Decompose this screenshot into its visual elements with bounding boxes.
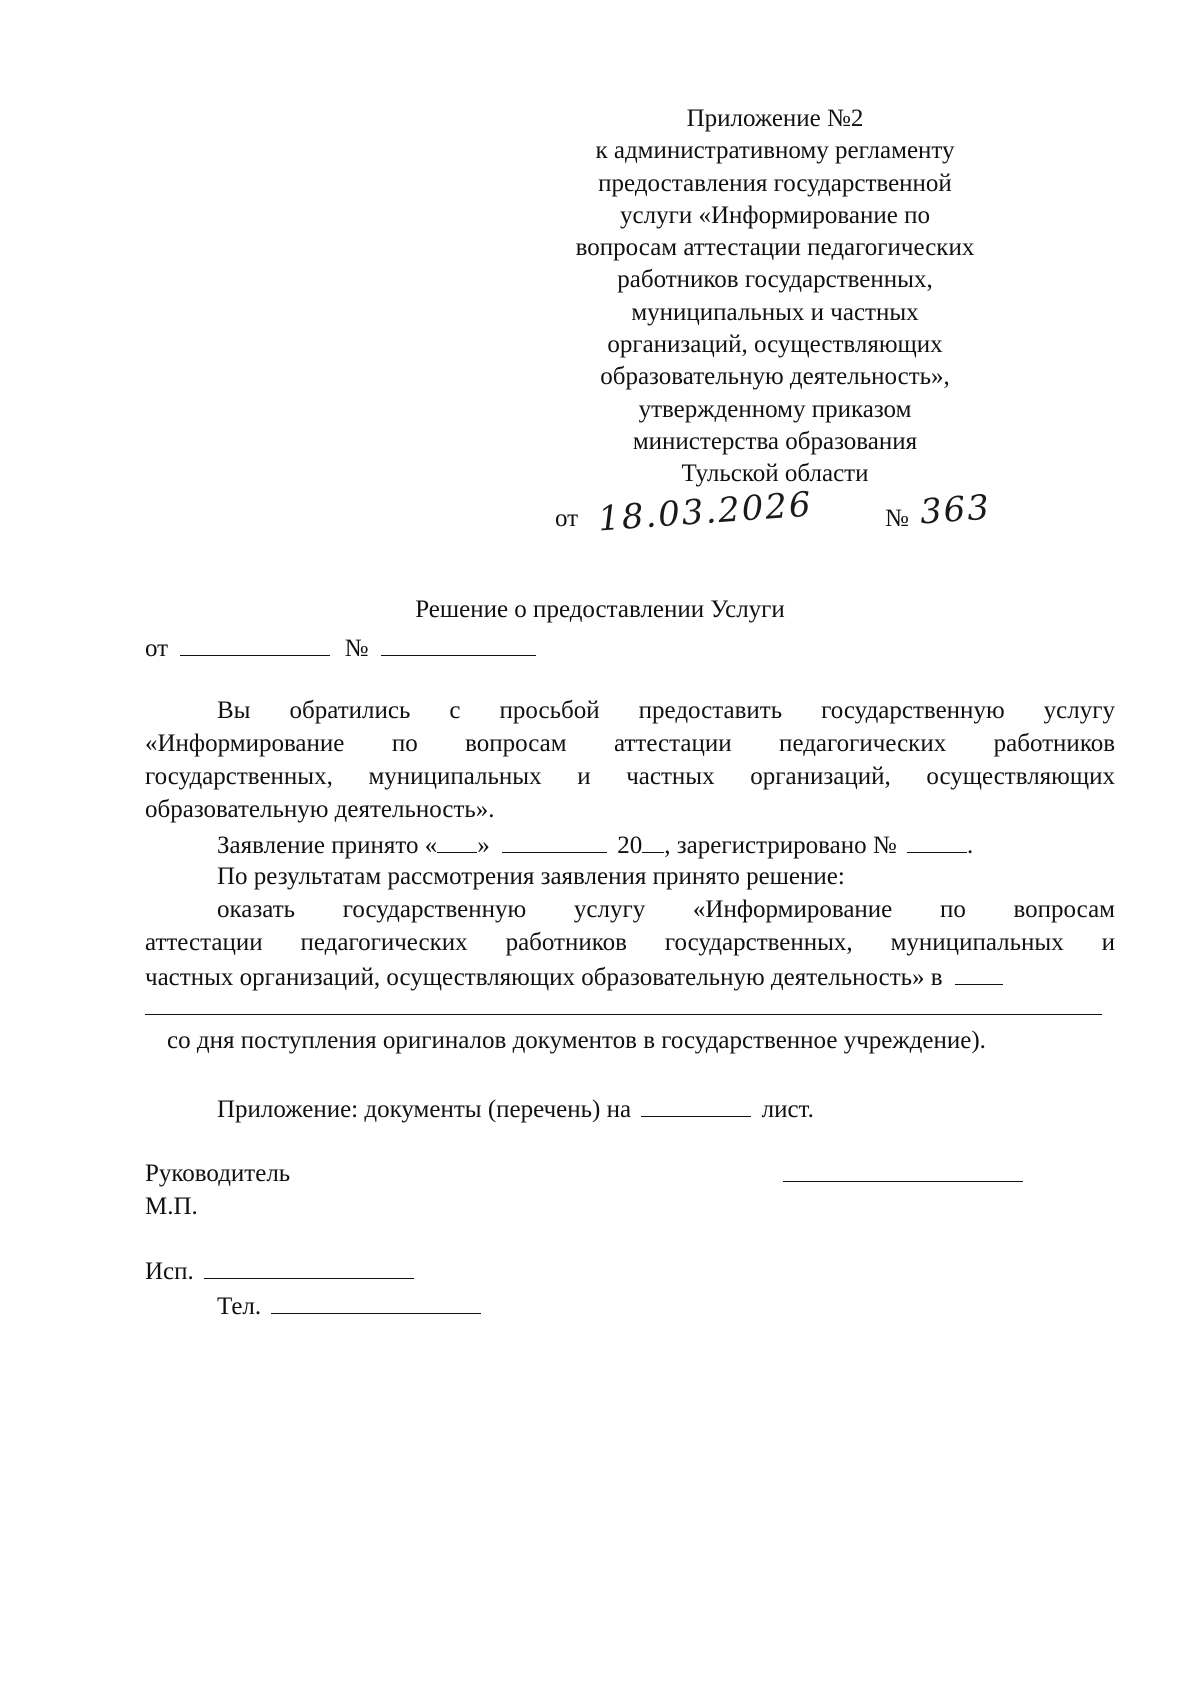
- appendix-line: предоставления государственной: [598, 169, 952, 197]
- body-p2-line1: оказать государственную услугу «Информирование по вопросам: [217, 896, 1115, 923]
- appendix-line: муниципальных и частных: [631, 298, 919, 326]
- application-quote-close: »: [477, 832, 490, 859]
- decision-header: [145, 633, 536, 663]
- application-year-prefix: 20: [617, 832, 643, 859]
- appendix-line: утвержденному приказом: [638, 395, 912, 423]
- appendix-line: работников государственных,: [617, 266, 933, 294]
- stamp-label: М.П.: [145, 1193, 198, 1220]
- executor-line: [145, 1256, 414, 1286]
- body-p1-line4: образовательную деятельность».: [145, 796, 495, 823]
- decision-date-label: от: [145, 635, 169, 662]
- application-year-blank[interactable]: [642, 830, 664, 853]
- appendix-line: вопросам аттестации педагогических: [575, 234, 975, 262]
- attachment-prefix: Приложение: документы (перечень) на: [217, 1096, 632, 1123]
- head-signature-blank[interactable]: [783, 1181, 1023, 1182]
- body-p1-line3: государственных, муниципальных и частных организаций, осуществляющих: [145, 763, 1115, 790]
- appendix-line: Приложение №2: [686, 105, 864, 132]
- decision-number-label: №: [344, 635, 369, 662]
- attachment-line: [217, 1094, 814, 1124]
- appendix-header: [540, 103, 1010, 491]
- service-term-full-blank[interactable]: [145, 1014, 1102, 1015]
- document-title: Решение о предоставлении Услуги: [415, 596, 785, 623]
- appendix-line: министерства образования: [632, 427, 918, 455]
- application-prefix: Заявление принято «: [217, 832, 438, 859]
- application-line: [217, 830, 973, 860]
- application-end: .: [966, 832, 974, 859]
- service-term-blank[interactable]: [955, 962, 1003, 985]
- head-label: Руководитель: [145, 1160, 291, 1187]
- attachment-suffix: лист.: [761, 1096, 814, 1123]
- decision-number-blank[interactable]: [381, 633, 536, 656]
- body-p2-line5: со дня поступления оригиналов документов в государственное учреждение).: [167, 1027, 986, 1054]
- executor-blank[interactable]: [204, 1256, 414, 1279]
- application-day-blank[interactable]: [437, 830, 477, 853]
- order-date-handwritten: 18.03.2026: [596, 484, 814, 540]
- body-p1-line2: «Информирование по вопросам аттестации педагогических работников: [145, 730, 1115, 757]
- application-month-blank[interactable]: [502, 830, 607, 853]
- phone-blank[interactable]: [271, 1291, 481, 1314]
- executor-label: Исп.: [145, 1258, 194, 1285]
- application-number-blank[interactable]: [907, 830, 967, 853]
- application-registered-label: , зарегистрировано №: [664, 832, 897, 859]
- phone-label: Тел.: [217, 1293, 262, 1320]
- appendix-line: образовательную деятельность»,: [600, 363, 950, 391]
- body-p2-line2: аттестации педагогических работников государственных, муниципальных и: [145, 929, 1115, 956]
- appendix-line: к административному регламенту: [595, 137, 955, 165]
- attachment-pages-blank[interactable]: [641, 1094, 751, 1117]
- order-number-handwritten: 363: [918, 487, 993, 533]
- order-number-label: №: [885, 505, 909, 532]
- decision-date-blank[interactable]: [180, 633, 330, 656]
- body-p1-line1: Вы обратились с просьбой предоставить государственную услугу: [217, 697, 1115, 724]
- appendix-line: организаций, осуществляющих: [607, 331, 943, 359]
- order-date-label: от: [555, 505, 579, 532]
- appendix-line: Тульской области: [681, 460, 869, 488]
- body-p2-line3-wrap: [145, 962, 1003, 992]
- phone-line: [217, 1291, 481, 1321]
- result-line: По результатам рассмотрения заявления принято решение:: [217, 863, 845, 890]
- appendix-line: услуги «Информирование по: [620, 201, 930, 229]
- body-p2-line3: частных организаций, осуществляющих образовательную деятельность» в: [145, 964, 943, 991]
